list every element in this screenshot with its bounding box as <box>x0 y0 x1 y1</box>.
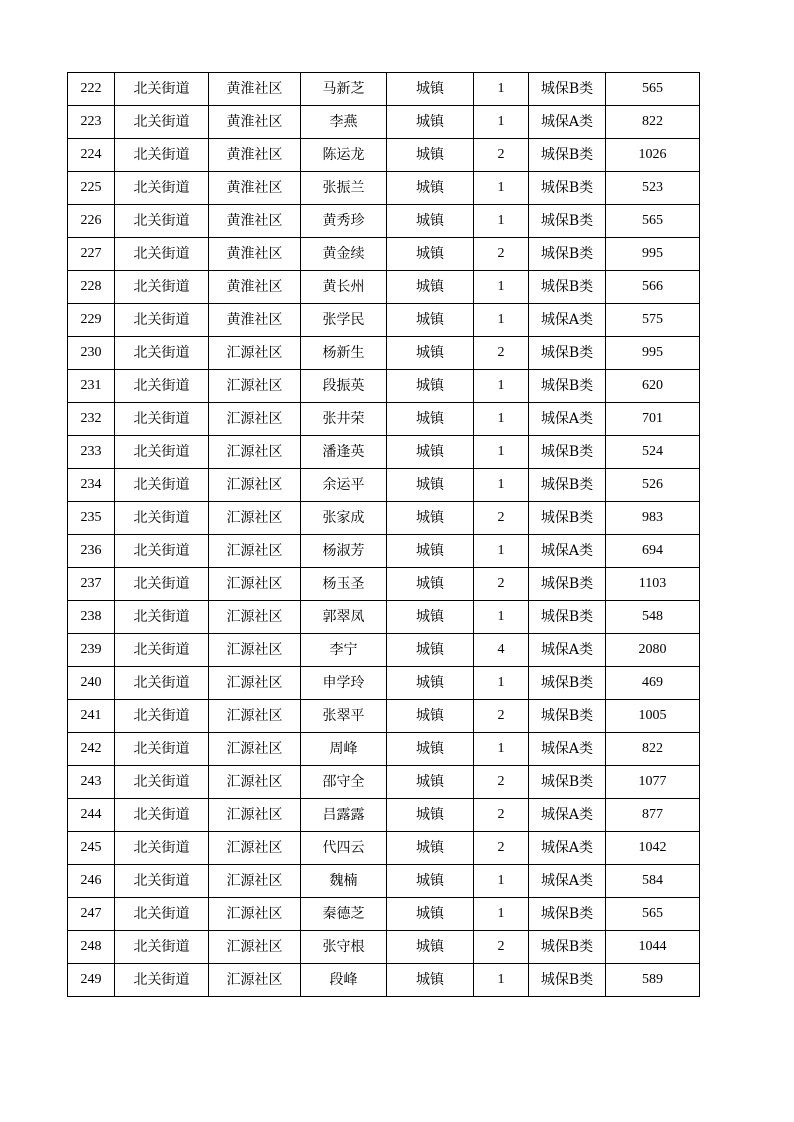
seq-cell: 244 <box>68 799 115 832</box>
name-cell: 周峰 <box>301 733 387 766</box>
name-cell: 黄长州 <box>301 271 387 304</box>
amount-cell: 1077 <box>606 766 700 799</box>
household-type-cell: 城镇 <box>387 700 474 733</box>
name-cell: 张井荣 <box>301 403 387 436</box>
street-cell: 北关街道 <box>115 436 209 469</box>
seq-cell: 231 <box>68 370 115 403</box>
table-row <box>68 568 700 601</box>
community-cell: 汇源社区 <box>209 535 301 568</box>
name-cell: 申学玲 <box>301 667 387 700</box>
amount-cell: 469 <box>606 667 700 700</box>
table-row <box>68 106 700 139</box>
household-type-cell: 城镇 <box>387 172 474 205</box>
people-count-cell: 1 <box>474 205 529 238</box>
amount-cell: 701 <box>606 403 700 436</box>
street-cell: 北关街道 <box>115 898 209 931</box>
people-count-cell: 1 <box>474 73 529 106</box>
household-type-cell: 城镇 <box>387 370 474 403</box>
household-type-cell: 城镇 <box>387 436 474 469</box>
table-row <box>68 964 700 997</box>
table-row <box>68 700 700 733</box>
name-cell: 杨淑芳 <box>301 535 387 568</box>
household-type-cell: 城镇 <box>387 898 474 931</box>
street-cell: 北关街道 <box>115 601 209 634</box>
seq-cell: 230 <box>68 337 115 370</box>
table-row <box>68 436 700 469</box>
amount-cell: 565 <box>606 73 700 106</box>
people-count-cell: 1 <box>474 403 529 436</box>
people-count-cell: 2 <box>474 766 529 799</box>
category-cell: 城保B类 <box>529 898 606 931</box>
table-row <box>68 139 700 172</box>
name-cell: 潘逢英 <box>301 436 387 469</box>
amount-cell: 584 <box>606 865 700 898</box>
category-cell: 城保A类 <box>529 403 606 436</box>
amount-cell: 523 <box>606 172 700 205</box>
amount-cell: 1044 <box>606 931 700 964</box>
name-cell: 杨新生 <box>301 337 387 370</box>
table-row <box>68 172 700 205</box>
seq-cell: 248 <box>68 931 115 964</box>
amount-cell: 877 <box>606 799 700 832</box>
street-cell: 北关街道 <box>115 799 209 832</box>
category-cell: 城保A类 <box>529 106 606 139</box>
community-cell: 汇源社区 <box>209 898 301 931</box>
household-type-cell: 城镇 <box>387 535 474 568</box>
community-cell: 黄淮社区 <box>209 139 301 172</box>
amount-cell: 1026 <box>606 139 700 172</box>
street-cell: 北关街道 <box>115 832 209 865</box>
seq-cell: 222 <box>68 73 115 106</box>
name-cell: 魏楠 <box>301 865 387 898</box>
seq-cell: 240 <box>68 667 115 700</box>
street-cell: 北关街道 <box>115 205 209 238</box>
household-type-cell: 城镇 <box>387 469 474 502</box>
category-cell: 城保B类 <box>529 931 606 964</box>
household-type-cell: 城镇 <box>387 271 474 304</box>
table-row <box>68 469 700 502</box>
category-cell: 城保B类 <box>529 601 606 634</box>
amount-cell: 548 <box>606 601 700 634</box>
seq-cell: 224 <box>68 139 115 172</box>
category-cell: 城保A类 <box>529 535 606 568</box>
roster-table <box>67 72 700 997</box>
street-cell: 北关街道 <box>115 73 209 106</box>
seq-cell: 242 <box>68 733 115 766</box>
roster-body <box>68 73 700 997</box>
amount-cell: 694 <box>606 535 700 568</box>
community-cell: 黄淮社区 <box>209 304 301 337</box>
people-count-cell: 2 <box>474 139 529 172</box>
name-cell: 马新芝 <box>301 73 387 106</box>
community-cell: 汇源社区 <box>209 337 301 370</box>
street-cell: 北关街道 <box>115 337 209 370</box>
table-row <box>68 601 700 634</box>
name-cell: 黄金续 <box>301 238 387 271</box>
name-cell: 秦德芝 <box>301 898 387 931</box>
name-cell: 陈运龙 <box>301 139 387 172</box>
people-count-cell: 2 <box>474 799 529 832</box>
amount-cell: 1042 <box>606 832 700 865</box>
community-cell: 汇源社区 <box>209 370 301 403</box>
category-cell: 城保A类 <box>529 865 606 898</box>
amount-cell: 526 <box>606 469 700 502</box>
household-type-cell: 城镇 <box>387 799 474 832</box>
table-row <box>68 634 700 667</box>
household-type-cell: 城镇 <box>387 73 474 106</box>
category-cell: 城保B类 <box>529 964 606 997</box>
street-cell: 北关街道 <box>115 469 209 502</box>
street-cell: 北关街道 <box>115 238 209 271</box>
street-cell: 北关街道 <box>115 667 209 700</box>
people-count-cell: 1 <box>474 601 529 634</box>
people-count-cell: 1 <box>474 271 529 304</box>
people-count-cell: 1 <box>474 172 529 205</box>
amount-cell: 822 <box>606 733 700 766</box>
household-type-cell: 城镇 <box>387 568 474 601</box>
community-cell: 汇源社区 <box>209 799 301 832</box>
table-row <box>68 205 700 238</box>
community-cell: 汇源社区 <box>209 634 301 667</box>
community-cell: 汇源社区 <box>209 832 301 865</box>
household-type-cell: 城镇 <box>387 733 474 766</box>
amount-cell: 1005 <box>606 700 700 733</box>
community-cell: 黄淮社区 <box>209 205 301 238</box>
table-row <box>68 271 700 304</box>
street-cell: 北关街道 <box>115 568 209 601</box>
seq-cell: 236 <box>68 535 115 568</box>
amount-cell: 524 <box>606 436 700 469</box>
category-cell: 城保B类 <box>529 667 606 700</box>
household-type-cell: 城镇 <box>387 205 474 238</box>
household-type-cell: 城镇 <box>387 403 474 436</box>
people-count-cell: 1 <box>474 370 529 403</box>
name-cell: 段振英 <box>301 370 387 403</box>
household-type-cell: 城镇 <box>387 766 474 799</box>
table-row <box>68 73 700 106</box>
seq-cell: 245 <box>68 832 115 865</box>
people-count-cell: 1 <box>474 898 529 931</box>
amount-cell: 822 <box>606 106 700 139</box>
name-cell: 段峰 <box>301 964 387 997</box>
category-cell: 城保B类 <box>529 172 606 205</box>
people-count-cell: 1 <box>474 964 529 997</box>
people-count-cell: 4 <box>474 634 529 667</box>
name-cell: 张振兰 <box>301 172 387 205</box>
community-cell: 汇源社区 <box>209 502 301 535</box>
category-cell: 城保B类 <box>529 766 606 799</box>
community-cell: 汇源社区 <box>209 403 301 436</box>
amount-cell: 995 <box>606 238 700 271</box>
seq-cell: 249 <box>68 964 115 997</box>
amount-cell: 983 <box>606 502 700 535</box>
street-cell: 北关街道 <box>115 139 209 172</box>
category-cell: 城保B类 <box>529 238 606 271</box>
seq-cell: 225 <box>68 172 115 205</box>
seq-cell: 234 <box>68 469 115 502</box>
name-cell: 余运平 <box>301 469 387 502</box>
category-cell: 城保A类 <box>529 304 606 337</box>
people-count-cell: 1 <box>474 733 529 766</box>
category-cell: 城保B类 <box>529 568 606 601</box>
household-type-cell: 城镇 <box>387 634 474 667</box>
table-row <box>68 667 700 700</box>
category-cell: 城保B类 <box>529 436 606 469</box>
people-count-cell: 2 <box>474 700 529 733</box>
name-cell: 黄秀珍 <box>301 205 387 238</box>
category-cell: 城保A类 <box>529 733 606 766</box>
household-type-cell: 城镇 <box>387 502 474 535</box>
name-cell: 郭翠凤 <box>301 601 387 634</box>
table-row <box>68 337 700 370</box>
people-count-cell: 1 <box>474 106 529 139</box>
seq-cell: 241 <box>68 700 115 733</box>
amount-cell: 565 <box>606 898 700 931</box>
seq-cell: 235 <box>68 502 115 535</box>
table-row <box>68 766 700 799</box>
community-cell: 汇源社区 <box>209 865 301 898</box>
community-cell: 黄淮社区 <box>209 106 301 139</box>
category-cell: 城保B类 <box>529 370 606 403</box>
seq-cell: 237 <box>68 568 115 601</box>
street-cell: 北关街道 <box>115 172 209 205</box>
category-cell: 城保A类 <box>529 799 606 832</box>
name-cell: 张守根 <box>301 931 387 964</box>
name-cell: 邵守全 <box>301 766 387 799</box>
category-cell: 城保A类 <box>529 832 606 865</box>
street-cell: 北关街道 <box>115 370 209 403</box>
category-cell: 城保B类 <box>529 205 606 238</box>
table-row <box>68 931 700 964</box>
amount-cell: 575 <box>606 304 700 337</box>
household-type-cell: 城镇 <box>387 931 474 964</box>
name-cell: 张学民 <box>301 304 387 337</box>
amount-cell: 589 <box>606 964 700 997</box>
community-cell: 汇源社区 <box>209 667 301 700</box>
table-row <box>68 865 700 898</box>
category-cell: 城保B类 <box>529 700 606 733</box>
amount-cell: 566 <box>606 271 700 304</box>
household-type-cell: 城镇 <box>387 139 474 172</box>
people-count-cell: 2 <box>474 502 529 535</box>
table-row <box>68 403 700 436</box>
community-cell: 汇源社区 <box>209 733 301 766</box>
street-cell: 北关街道 <box>115 304 209 337</box>
category-cell: 城保B类 <box>529 469 606 502</box>
seq-cell: 228 <box>68 271 115 304</box>
name-cell: 张家成 <box>301 502 387 535</box>
street-cell: 北关街道 <box>115 106 209 139</box>
household-type-cell: 城镇 <box>387 106 474 139</box>
name-cell: 李燕 <box>301 106 387 139</box>
household-type-cell: 城镇 <box>387 667 474 700</box>
people-count-cell: 2 <box>474 568 529 601</box>
street-cell: 北关街道 <box>115 700 209 733</box>
amount-cell: 1103 <box>606 568 700 601</box>
seq-cell: 233 <box>68 436 115 469</box>
amount-cell: 995 <box>606 337 700 370</box>
community-cell: 汇源社区 <box>209 766 301 799</box>
community-cell: 黄淮社区 <box>209 172 301 205</box>
community-cell: 汇源社区 <box>209 601 301 634</box>
people-count-cell: 2 <box>474 832 529 865</box>
people-count-cell: 2 <box>474 337 529 370</box>
amount-cell: 2080 <box>606 634 700 667</box>
seq-cell: 239 <box>68 634 115 667</box>
community-cell: 汇源社区 <box>209 436 301 469</box>
household-type-cell: 城镇 <box>387 238 474 271</box>
category-cell: 城保B类 <box>529 271 606 304</box>
street-cell: 北关街道 <box>115 733 209 766</box>
street-cell: 北关街道 <box>115 865 209 898</box>
table-row <box>68 502 700 535</box>
amount-cell: 620 <box>606 370 700 403</box>
table-row <box>68 733 700 766</box>
name-cell: 李宁 <box>301 634 387 667</box>
name-cell: 杨玉圣 <box>301 568 387 601</box>
roster-sheet <box>67 72 699 997</box>
people-count-cell: 1 <box>474 667 529 700</box>
street-cell: 北关街道 <box>115 403 209 436</box>
table-row <box>68 535 700 568</box>
street-cell: 北关街道 <box>115 931 209 964</box>
seq-cell: 229 <box>68 304 115 337</box>
category-cell: 城保B类 <box>529 73 606 106</box>
name-cell: 代四云 <box>301 832 387 865</box>
table-row <box>68 832 700 865</box>
seq-cell: 238 <box>68 601 115 634</box>
community-cell: 黄淮社区 <box>209 238 301 271</box>
people-count-cell: 2 <box>474 238 529 271</box>
people-count-cell: 1 <box>474 469 529 502</box>
street-cell: 北关街道 <box>115 502 209 535</box>
household-type-cell: 城镇 <box>387 304 474 337</box>
seq-cell: 243 <box>68 766 115 799</box>
table-row <box>68 799 700 832</box>
street-cell: 北关街道 <box>115 766 209 799</box>
household-type-cell: 城镇 <box>387 337 474 370</box>
people-count-cell: 2 <box>474 931 529 964</box>
household-type-cell: 城镇 <box>387 601 474 634</box>
category-cell: 城保B类 <box>529 337 606 370</box>
table-row <box>68 898 700 931</box>
community-cell: 汇源社区 <box>209 931 301 964</box>
seq-cell: 246 <box>68 865 115 898</box>
name-cell: 张翠平 <box>301 700 387 733</box>
seq-cell: 223 <box>68 106 115 139</box>
name-cell: 吕露露 <box>301 799 387 832</box>
household-type-cell: 城镇 <box>387 832 474 865</box>
street-cell: 北关街道 <box>115 271 209 304</box>
table-row <box>68 238 700 271</box>
people-count-cell: 1 <box>474 865 529 898</box>
people-count-cell: 1 <box>474 304 529 337</box>
amount-cell: 565 <box>606 205 700 238</box>
table-row <box>68 304 700 337</box>
street-cell: 北关街道 <box>115 964 209 997</box>
people-count-cell: 1 <box>474 436 529 469</box>
community-cell: 汇源社区 <box>209 700 301 733</box>
people-count-cell: 1 <box>474 535 529 568</box>
category-cell: 城保B类 <box>529 502 606 535</box>
household-type-cell: 城镇 <box>387 865 474 898</box>
seq-cell: 247 <box>68 898 115 931</box>
community-cell: 黄淮社区 <box>209 271 301 304</box>
community-cell: 汇源社区 <box>209 568 301 601</box>
household-type-cell: 城镇 <box>387 964 474 997</box>
seq-cell: 232 <box>68 403 115 436</box>
street-cell: 北关街道 <box>115 634 209 667</box>
community-cell: 汇源社区 <box>209 469 301 502</box>
community-cell: 汇源社区 <box>209 964 301 997</box>
street-cell: 北关街道 <box>115 535 209 568</box>
table-row <box>68 370 700 403</box>
seq-cell: 227 <box>68 238 115 271</box>
seq-cell: 226 <box>68 205 115 238</box>
community-cell: 黄淮社区 <box>209 73 301 106</box>
category-cell: 城保A类 <box>529 634 606 667</box>
category-cell: 城保B类 <box>529 139 606 172</box>
